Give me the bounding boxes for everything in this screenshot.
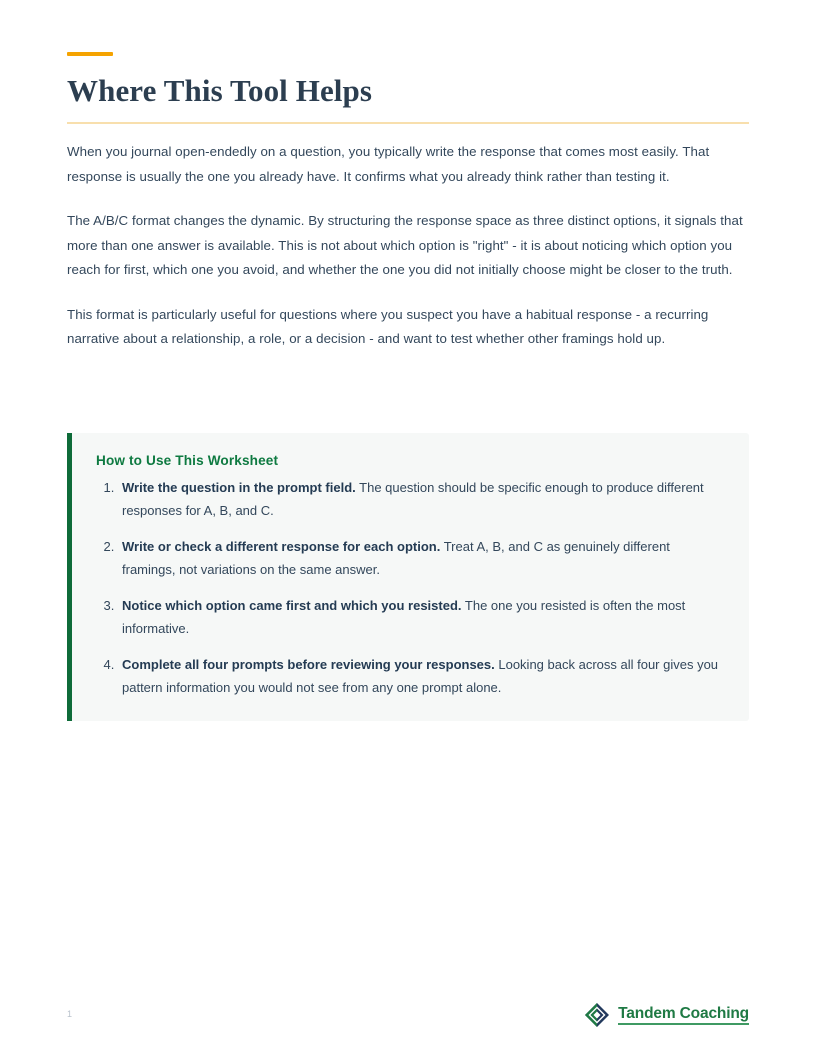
diamond-logo-icon — [584, 1002, 610, 1028]
list-item-text: Looking back across all four gives you pattern information you would not see from any one prompt alone. — [122, 657, 719, 695]
list-item-lead: Write or check a different response for each option. — [122, 539, 441, 554]
page-number: 1 — [67, 1009, 73, 1019]
list-item-text: Treat A, B, and C as genuinely different framings, not variations on the same answer. — [122, 539, 670, 577]
paragraph-3: This format is particularly useful for questions where you suspect you have a habitual response - a recurring narrative about a relationship, a role, or a decision - and want to test whether other framings hold up. — [67, 306, 709, 346]
list-item — [118, 653, 725, 699]
list-item — [118, 535, 725, 581]
brand-name: Tandem Coaching — [618, 1005, 749, 1026]
list-item-lead: Write the question in the prompt field. — [122, 480, 356, 495]
page-footer — [0, 1000, 816, 1040]
list-item-text: The one you resisted is often the most informative. — [122, 598, 686, 636]
list-item-lead: Notice which option came first and which you resisted. — [122, 598, 462, 613]
callout-instruction-list — [96, 476, 725, 699]
page-header — [67, 52, 749, 124]
how-to-use-callout — [67, 433, 749, 721]
callout-title: How to Use This Worksheet — [96, 453, 279, 468]
list-item — [118, 594, 725, 640]
brand-logo — [584, 1002, 749, 1028]
list-item-lead: Complete all four prompts before reviewing your responses. — [122, 657, 495, 672]
paragraph-1: When you journal open-endedly on a question, you typically write the response that comes most easily. That response is usually the one you already have. It confirms what you already think rather than testing it. — [67, 144, 710, 184]
title-divider — [67, 122, 749, 124]
list-item-text: The question should be specific enough to produce different responses for A, B, and C. — [122, 480, 704, 518]
body-content — [67, 140, 750, 352]
page-title: Where This Tool Helps — [67, 73, 373, 108]
list-item — [118, 476, 725, 522]
paragraph-2: The A/B/C format changes the dynamic. By structuring the response space as three distinct options, it signals that more than one answer is available. This is not about which option is "right" - it is about noticing which option you reach for first, which one you avoid, and whether the one you did not initially choose might be closer to the truth. — [67, 213, 743, 277]
